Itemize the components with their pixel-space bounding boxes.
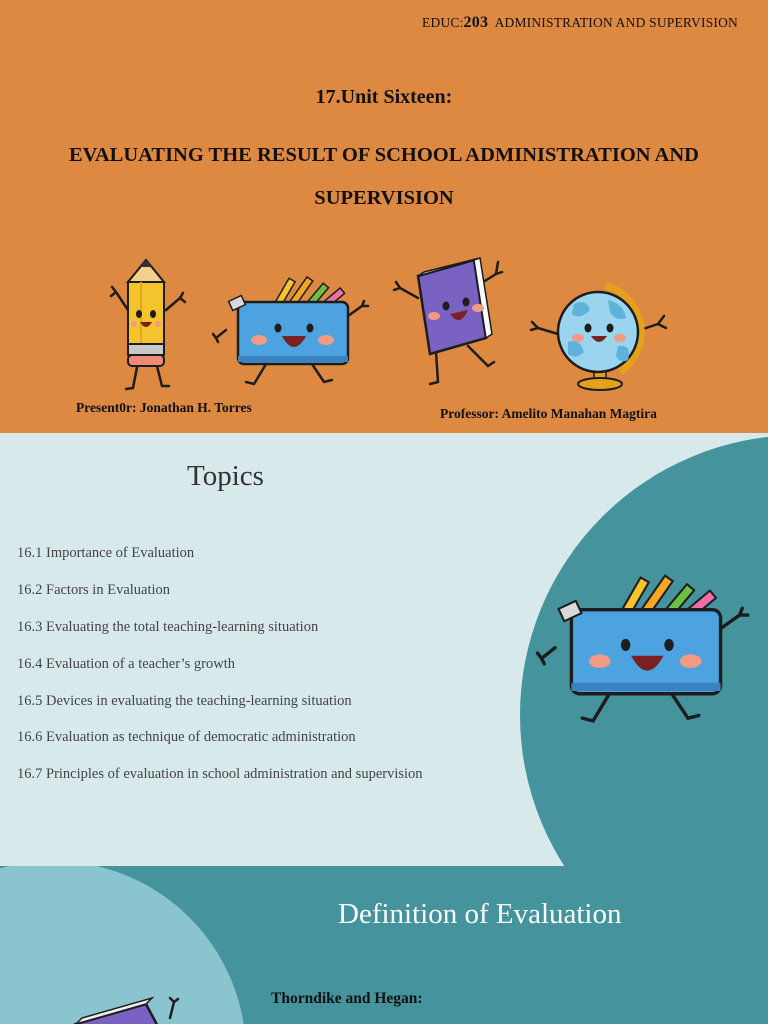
- list-item: 16.7 Principles of evaluation in school administration and supervision: [17, 766, 423, 783]
- definition-slide: [0, 866, 768, 1024]
- topics-heading: Topics: [187, 460, 264, 492]
- globe-character-illustration: [528, 276, 673, 394]
- list-item: 16.1 Importance of Evaluation: [17, 545, 195, 561]
- topics-list: [17, 543, 423, 801]
- list-item: 16.2 Factors in Evaluation: [17, 581, 171, 598]
- slide-title: EVALUATING THE RESULT OF SCHOOL ADMINISTRATION AND SUPERVISION: [69, 144, 699, 209]
- book-character-illustration: [66, 994, 186, 1024]
- course-name: ADMINISTRATION AND SUPERVISION: [494, 15, 738, 30]
- topics-slide: [0, 433, 768, 866]
- list-item: 16.6 Evaluation as technique of democratic administration: [17, 729, 356, 746]
- definition-heading: Definition of Evaluation: [338, 898, 622, 930]
- presenter-name: Present0r: Jonathan H. Torres: [76, 400, 252, 415]
- list-item: 16.4 Evaluation of a teacher’s growth: [17, 655, 235, 672]
- book-character-illustration: [390, 254, 510, 389]
- pencil-case-character-illustration: [212, 272, 377, 390]
- course-number: 203: [463, 14, 489, 31]
- course-prefix: EDUC:: [422, 15, 464, 30]
- definition-author: Thorndike and Hegan:: [271, 990, 423, 1007]
- pencil-character-illustration: [108, 258, 188, 394]
- unit-label: 17.Unit Sixteen:: [315, 86, 453, 108]
- list-item: 16.5 Devices in evaluating the teaching-learning situation: [17, 692, 352, 709]
- course-header: [422, 14, 738, 32]
- title-slide: [0, 0, 768, 433]
- professor-name: Professor: Amelito Manahan Magtira: [440, 406, 657, 421]
- list-item: 16.3 Evaluating the total teaching-learning situation: [17, 618, 319, 635]
- pencil-case-character-illustration: [534, 569, 762, 729]
